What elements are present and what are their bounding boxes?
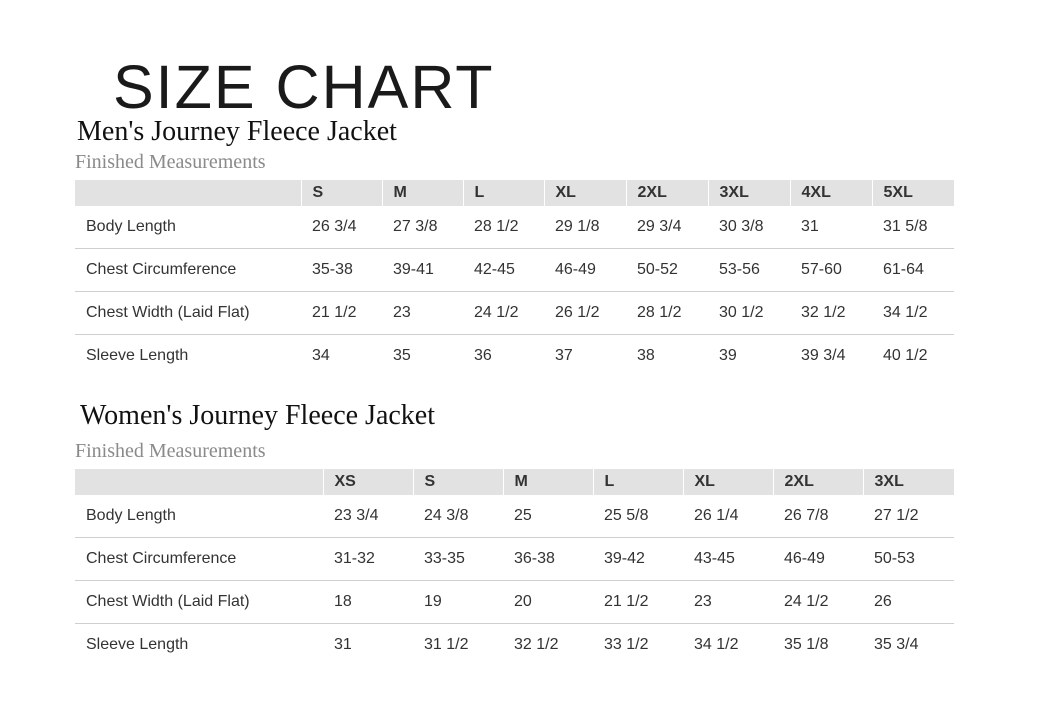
- value-cell: 35: [393, 347, 411, 364]
- header-size-cell: 5XL: [872, 180, 954, 206]
- header-size-cell: M: [503, 469, 593, 495]
- header-size-cell: M: [382, 180, 463, 206]
- table-row: [75, 581, 954, 624]
- row-label: Chest Circumference: [75, 538, 323, 581]
- header-size-cell: 3XL: [708, 180, 790, 206]
- value-cell: 21 1/2: [593, 581, 683, 624]
- header-size-cell: L: [593, 469, 683, 495]
- header-size-cell: 4XL: [790, 180, 872, 206]
- row-label: Chest Width (Laid Flat): [75, 581, 323, 624]
- value-cell: 34 1/2: [872, 292, 954, 335]
- value-cell: 36-38: [503, 538, 593, 581]
- mens-section-title: Men's Journey Fleece Jacket: [77, 116, 397, 147]
- table-row: [75, 538, 954, 581]
- value-cell: 39 3/4: [801, 347, 846, 364]
- value-cell: 19: [413, 581, 503, 624]
- value-cell: 50-52: [626, 249, 708, 292]
- value-cell: 57-60: [790, 249, 872, 292]
- value-cell: 42-45: [463, 249, 544, 292]
- womens-section-title: Women's Journey Fleece Jacket: [80, 400, 436, 431]
- value-cell: 31 1/2: [424, 636, 469, 653]
- value-cell: 46-49: [773, 538, 863, 581]
- value-cell: 27 3/8: [382, 206, 463, 249]
- value-cell: 21 1/2: [301, 292, 382, 335]
- value-cell: 39-42: [593, 538, 683, 581]
- row-label: Sleeve Length: [86, 636, 189, 653]
- value-cell: 25 5/8: [593, 495, 683, 538]
- value-cell: 23: [382, 292, 463, 335]
- value-cell: 33 1/2: [604, 636, 649, 653]
- header-label-cell: [75, 180, 301, 206]
- value-cell: 26 7/8: [773, 495, 863, 538]
- womens-size-table: [75, 469, 954, 666]
- row-label: Chest Circumference: [75, 249, 301, 292]
- value-cell: 24 1/2: [463, 292, 544, 335]
- value-cell: 61-64: [872, 249, 954, 292]
- value-cell: 50-53: [863, 538, 954, 581]
- header-size-cell: 3XL: [863, 469, 954, 495]
- value-cell: 23 3/4: [323, 495, 413, 538]
- table-row: [75, 292, 954, 335]
- row-label: Sleeve Length: [86, 347, 189, 364]
- value-cell: 36: [474, 347, 492, 364]
- value-cell: 28 1/2: [626, 292, 708, 335]
- value-cell: 31-32: [323, 538, 413, 581]
- value-cell: 25: [503, 495, 593, 538]
- header-size-cell: XS: [323, 469, 413, 495]
- header-size-cell: S: [301, 180, 382, 206]
- header-size-cell: XL: [544, 180, 626, 206]
- table-row: [75, 206, 954, 249]
- value-cell: 26: [863, 581, 954, 624]
- value-cell: 32 1/2: [790, 292, 872, 335]
- mens-header-row: [75, 180, 954, 206]
- value-cell: 23: [683, 581, 773, 624]
- table-row: [75, 335, 954, 378]
- value-cell: 26 1/4: [683, 495, 773, 538]
- womens-header-row: [75, 469, 954, 495]
- value-cell: 31: [334, 636, 352, 653]
- value-cell: 29 3/4: [626, 206, 708, 249]
- value-cell: 43-45: [683, 538, 773, 581]
- value-cell: 53-56: [708, 249, 790, 292]
- value-cell: 39-41: [382, 249, 463, 292]
- header-size-cell: S: [413, 469, 503, 495]
- row-label: Body Length: [75, 206, 301, 249]
- value-cell: 34: [312, 347, 330, 364]
- table-row: [75, 249, 954, 292]
- value-cell: 24 3/8: [413, 495, 503, 538]
- value-cell: 24 1/2: [773, 581, 863, 624]
- mens-section-subtitle: Finished Measurements: [75, 151, 266, 173]
- value-cell: 40 1/2: [883, 347, 928, 364]
- header-size-cell: 2XL: [626, 180, 708, 206]
- value-cell: 38: [637, 347, 655, 364]
- value-cell: 39: [719, 347, 737, 364]
- table-row: [75, 495, 954, 538]
- header-size-cell: 2XL: [773, 469, 863, 495]
- value-cell: 30 3/8: [708, 206, 790, 249]
- row-label: Chest Width (Laid Flat): [75, 292, 301, 335]
- value-cell: 33-35: [413, 538, 503, 581]
- value-cell: 26 3/4: [301, 206, 382, 249]
- value-cell: 34 1/2: [694, 636, 739, 653]
- value-cell: 20: [503, 581, 593, 624]
- value-cell: 46-49: [544, 249, 626, 292]
- value-cell: 37: [555, 347, 573, 364]
- value-cell: 35-38: [301, 249, 382, 292]
- value-cell: 35 1/8: [784, 636, 829, 653]
- mens-size-table: [75, 180, 954, 377]
- header-size-cell: L: [463, 180, 544, 206]
- womens-section-subtitle: Finished Measurements: [75, 440, 266, 462]
- value-cell: 35 3/4: [874, 636, 919, 653]
- value-cell: 26 1/2: [544, 292, 626, 335]
- value-cell: 30 1/2: [708, 292, 790, 335]
- value-cell: 31 5/8: [872, 206, 954, 249]
- value-cell: 31: [790, 206, 872, 249]
- value-cell: 18: [323, 581, 413, 624]
- value-cell: 28 1/2: [463, 206, 544, 249]
- value-cell: 32 1/2: [514, 636, 559, 653]
- header-label-cell: [75, 469, 323, 495]
- value-cell: 29 1/8: [544, 206, 626, 249]
- row-label: Body Length: [75, 495, 323, 538]
- value-cell: 27 1/2: [863, 495, 954, 538]
- table-row: [75, 624, 954, 667]
- page-title: SIZE CHART: [113, 53, 495, 121]
- header-size-cell: XL: [683, 469, 773, 495]
